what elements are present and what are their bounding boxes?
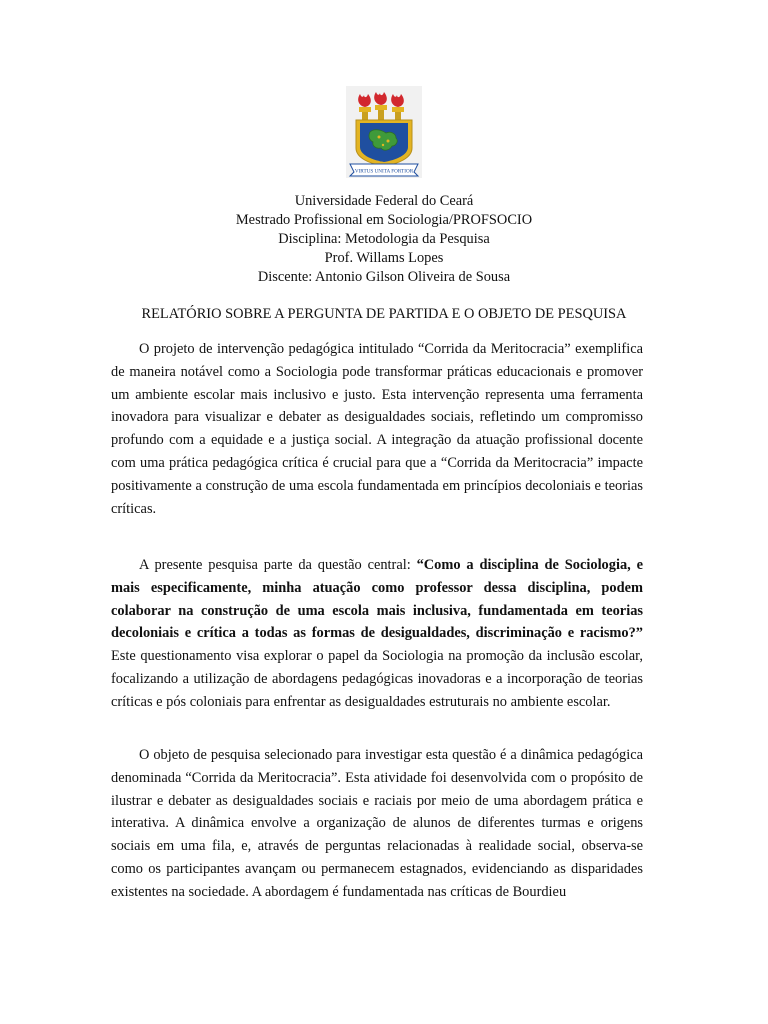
discipline-line: Disciplina: Metodologia da Pesquisa [278, 231, 490, 247]
program-name: Mestrado Profissional em Sociologia/PROFSOCIO [235, 212, 533, 228]
document-header [0, 192, 768, 287]
paragraph-2-intro: A presente pesquisa parte da questão central: [139, 557, 417, 573]
motto-text: VIRTUS UNITA FORTIOR [354, 168, 414, 175]
crest-icon [346, 86, 422, 178]
report-title: RELATÓRIO SOBRE A PERGUNTA DE PARTIDA E O OBJETO DE PESQUISA [141, 306, 627, 322]
paragraph-3: O objeto de pesquisa selecionado para investigar esta questão é a dinâmica pedagógica denominada “Corrida da Meritocracia”. Esta atividade foi desenvolvida com o propósito de ilustrar e debater as desigualdades sociais e raciais por meio de uma abordagem prática e interativa. A dinâmica envolve a organização de alunos de diferentes turmas e origens sociais em uma fila, e, através de perguntas relacionadas à realidade social, observa-se como os participantes avançam ou permanecem estagnados, evidenciando as disparidades existentes na sociedade. A abordagem é fundamentada nas críticas de Bourdieu [111, 747, 643, 900]
professor-line: Prof. Willams Lopes [324, 250, 444, 266]
university-name: Universidade Federal do Ceará [294, 193, 474, 209]
research-question: “Como a disciplina de Sociologia, e mais especificamente, minha atuação como professor dessa disciplina, podem colaborar na construção de uma escola mais inclusiva, fundamentada em teorias decoloniais e crítica a todas as formas de desigualdades, discriminação e racismo?” [111, 557, 643, 642]
paragraph-2 [111, 554, 643, 714]
paragraph-1: O projeto de intervenção pedagógica intitulado “Corrida da Meritocracia” exemplifica de maneira notável como a Sociologia pode transformar práticas educacionais e promover um ambiente escolar mais inclusivo e justo. Esta intervenção representa uma ferramenta inovadora para visualizar e debater as desigualdades sociais, refletindo um compromisso profundo com a equidade e a justiça social. A integração da atuação profissional docente com uma prática pedagógica crítica é crucial para que a “Corrida da Meritocracia” impacte positivamente a construção de uma escola fundamentada em princípios decoloniais e teorias críticas. [111, 341, 643, 517]
student-line: Discente: Antonio Gilson Oliveira de Sousa [257, 269, 511, 285]
university-crest-logo [346, 86, 422, 178]
paragraph-2-rest: Este questionamento visa explorar o papel da Sociologia na promoção da inclusão escolar, focalizando a utilização de abordagens pedagógicas inovadoras e a incorporação de teorias críticas e pós coloniais para enfrentar as desigualdades estruturais no ambiente escolar. [111, 648, 643, 710]
